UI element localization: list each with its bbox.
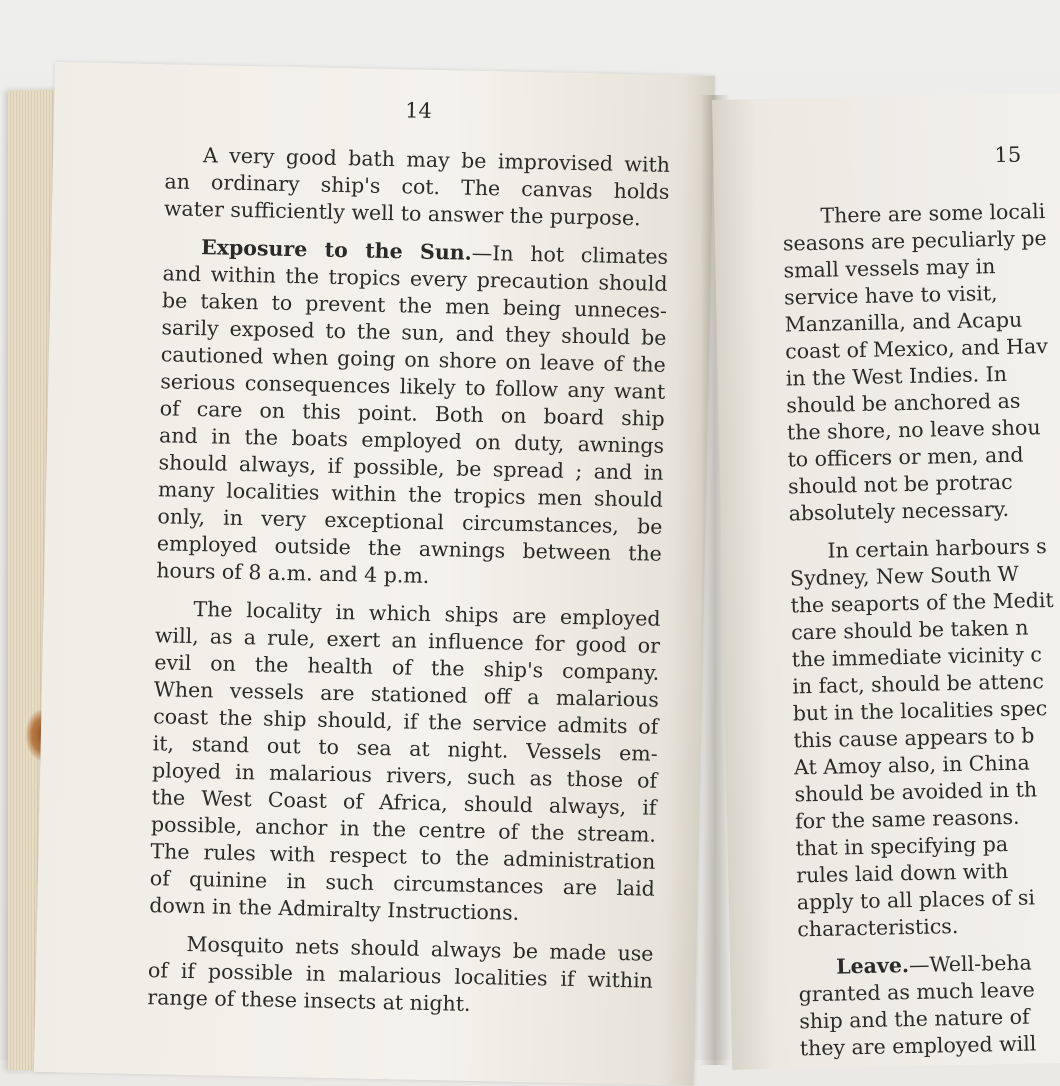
paragraph — [789, 532, 1060, 943]
line-text: rules laid down with — [796, 858, 1009, 888]
line-text: —In hot climates — [471, 240, 669, 269]
right-page — [712, 92, 1060, 1069]
line-text: in the West Indies. In — [785, 361, 1008, 391]
line-text: should be anchored as — [786, 388, 1021, 418]
line-text: cautioned when going on shore on leave of the — [160, 342, 667, 377]
line-text: it, stand out to sea at night. Vessels em- — [152, 731, 658, 766]
text-line — [797, 910, 1060, 943]
line-text: —Well-beha — [908, 950, 1032, 978]
line-text: ployed in malarious rivers, such as those of — [151, 758, 658, 793]
line-text: Sydney, New South W — [789, 561, 1019, 591]
line-text: Mosquito nets should always be made use — [186, 931, 654, 966]
text-line — [789, 532, 1060, 565]
line-text: seasons are peculiarly pe — [782, 226, 1047, 256]
paragraph — [147, 930, 654, 1022]
line-text: A very good bath may be improvised with — [202, 143, 671, 177]
text-line — [785, 332, 1060, 365]
paragraph — [798, 948, 1060, 1062]
paragraph — [156, 233, 668, 594]
line-text: apply to all places of si — [796, 885, 1036, 915]
line-text: the West Coast of Africa, should always, if — [151, 785, 657, 820]
paragraph — [164, 141, 671, 233]
right-page-number: 15 — [994, 142, 1022, 168]
line-text: absolutely necessary. — [788, 496, 1010, 526]
paragraph — [782, 197, 1060, 527]
line-text: care should be taken n — [790, 615, 1029, 645]
left-page-number: 14 — [404, 98, 433, 123]
line-text: The rules with respect to the administration — [150, 839, 656, 874]
section-heading: Leave. — [835, 953, 910, 979]
line-text: characteristics. — [797, 914, 959, 942]
line-text: but in the localities spec — [792, 696, 1048, 726]
right-page-text — [781, 140, 1060, 1069]
line-text: serious consequences likely to follow any want — [160, 369, 666, 404]
left-page — [34, 62, 715, 1086]
line-text: water sufficiently well to answer the purpose. — [163, 196, 641, 231]
line-text: to officers or men, and — [787, 442, 1024, 472]
line-text: granted as much leave — [798, 977, 1036, 1007]
paragraph — [149, 595, 661, 930]
line-text: small vessels may in — [783, 254, 996, 283]
text-line — [787, 440, 1060, 473]
text-line — [797, 883, 1060, 916]
line-text: When vessels are stationed off a malarious — [153, 677, 660, 712]
line-text: There are some locali — [820, 199, 1046, 228]
line-text: possible, anchor in the centre of the stream. — [150, 812, 657, 847]
line-text: that in specifying pa — [795, 831, 1009, 861]
line-text: In certain harbours s — [827, 534, 1047, 563]
line-text: down in the Admiralty Instructions. — [149, 893, 520, 925]
section-heading: Exposure to the Sun. — [200, 235, 473, 265]
line-text: of care on this point. Both on board ship — [159, 396, 665, 431]
left-page-text — [147, 92, 671, 1032]
line-text: The locality in which ships are employed — [193, 597, 661, 631]
line-text: the immediate vicinity c — [791, 642, 1043, 672]
line-text: coast the ship should, if the service admits of — [153, 704, 659, 739]
line-text: an ordinary ship's cot. The canvas holds — [164, 169, 670, 204]
line-text: for the same reasons. — [794, 804, 1020, 834]
line-text: the seaports of the Medit — [790, 587, 1054, 618]
line-text: range of these insects at night. — [147, 985, 471, 1016]
line-text: in fact, should be attenc — [792, 669, 1045, 699]
line-text: employed outside the awnings between the — [156, 531, 663, 566]
line-text: be taken to prevent the men being unneces- — [161, 288, 668, 323]
line-text: should always, if possible, be spread ; and in — [158, 450, 664, 485]
line-text: service have to visit, — [783, 281, 998, 310]
line-text: hours of 8 a.m. and 4 p.m. — [156, 558, 430, 588]
line-text: Manzanilla, and Acapu — [784, 307, 1023, 337]
line-text: will, as a rule, exert an influence for good or — [154, 623, 661, 658]
text-line — [783, 224, 1060, 257]
line-text: coast of Mexico, and Hav — [785, 334, 1049, 364]
line-text: of if possible in malarious localities if within — [147, 958, 654, 993]
line-text: the shore, no leave shou — [786, 415, 1041, 445]
line-text: should not be protrac — [787, 469, 1013, 499]
line-text: and in the boats employed on duty, awnings — [158, 423, 665, 458]
line-text: only, in very exceptional circumstances, be — [157, 504, 663, 539]
text-line — [800, 1029, 1060, 1062]
line-text: sarily exposed to the sun, and they should be — [161, 315, 667, 350]
line-text: many localities within the tropics men should — [157, 477, 664, 512]
line-text: should be avoided in th — [794, 777, 1038, 807]
text-line — [788, 494, 1060, 527]
line-text: and within the tropics every precaution should — [162, 261, 668, 296]
text-line — [794, 775, 1060, 808]
line-text: ship and the nature of — [799, 1004, 1030, 1034]
line-text: At Amoy also, in China — [793, 750, 1030, 780]
line-text: they are employed will — [799, 1031, 1037, 1061]
line-text: this cause appears to b — [793, 723, 1035, 753]
line-text: of quinine in such circumstances are laid — [149, 866, 656, 901]
line-text: evil on the health of the ship's company. — [154, 650, 660, 685]
